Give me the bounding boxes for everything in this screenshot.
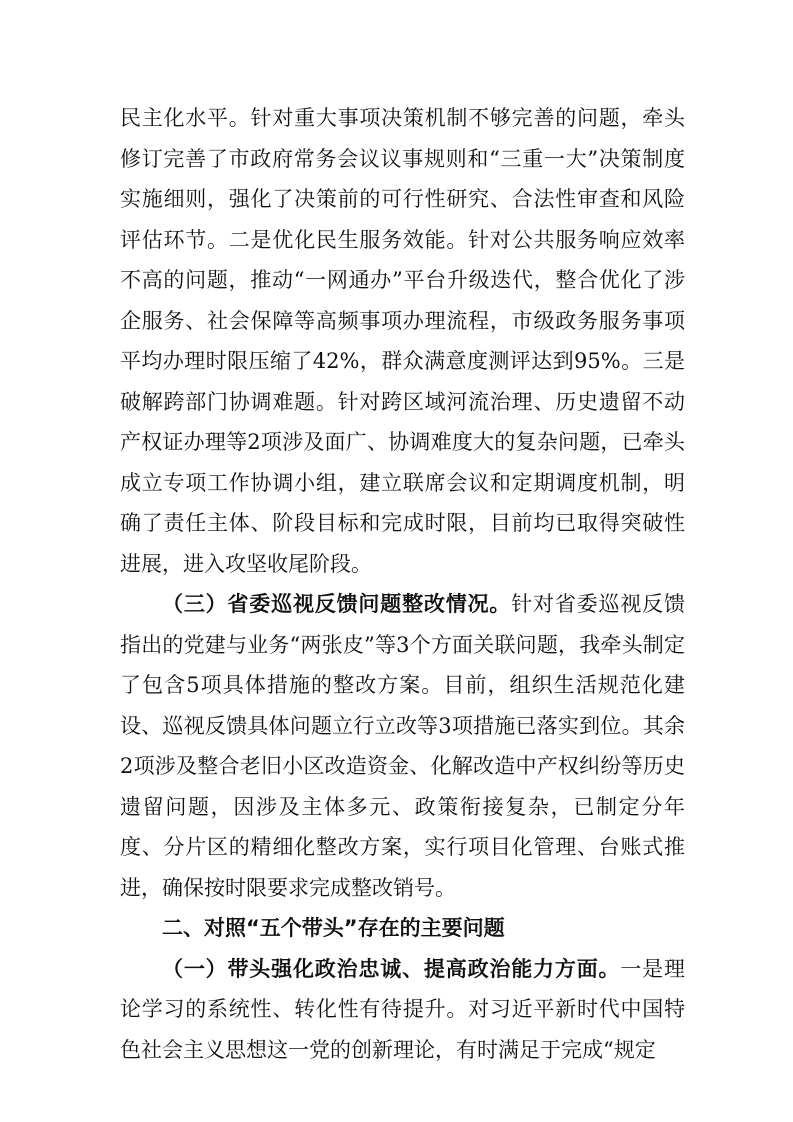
paragraph-body: 一是理论学习的系统性、转化性有待提升。对习近平新时代中国特色社会主义思想这一党的创新理论，有时满足于完成“规定 [120,956,686,1062]
paragraph-inspection-rectification [120,584,685,908]
paragraph-continuation: 民主化水平。针对重大事项决策机制不够完善的问题，牵头修订完善了市政府常务会议议事规则和“三重一大”决策制度实施细则，强化了决策前的可行性研究、合法性审查和风险评估环节。二是优化民生服务效能。针对公共服务响应效率不高的问题，推动“一网通办”平台升级迭代，整合优化了涉企服务、社会保障等高频事项办理流程，市级政务服务事项平均办理时限压缩了42%，群众满意度测评达到95%。三是破解跨部门协调难题。针对跨区域河流治理、历史遗留不动产权证办理等2项涉及面广、协调难度大的复杂问题，已牵头成立专项工作协调小组，建立联席会议和定期调度机制，明确了责任主体、阶段目标和完成时限，目前均已取得突破性进展，进入攻坚收尾阶段。 [120,106,685,576]
paragraph-political-loyalty [120,949,685,1071]
paragraph-body: 针对省委巡视反馈指出的党建与业务“两张皮”等3个方面关联问题，我牵头制定了包含5项具体措施的整改方案。目前，组织生活规范化建设、巡视反馈具体问题立行立改等3项措施已落实到位。其余2项涉及整合老旧小区改造资金、化解改造中产权纠纷等历史遗留问题，因涉及主体多元、政策衔接复杂，已制定分年度、分片区的精细化整改方案，实行项目化管理、台账式推进，确保按时限要求完成整改销号。 [120,592,686,900]
document-body [120,98,685,1070]
subsection-heading-1: （一）带头强化政治忠诚、提高政治能力方面。 [162,956,621,981]
subsection-heading-3: （三）省委巡视反馈问题整改情况。 [162,592,512,616]
section-heading-2: 二、对照“五个带头”存在的主要问题 [162,916,505,940]
